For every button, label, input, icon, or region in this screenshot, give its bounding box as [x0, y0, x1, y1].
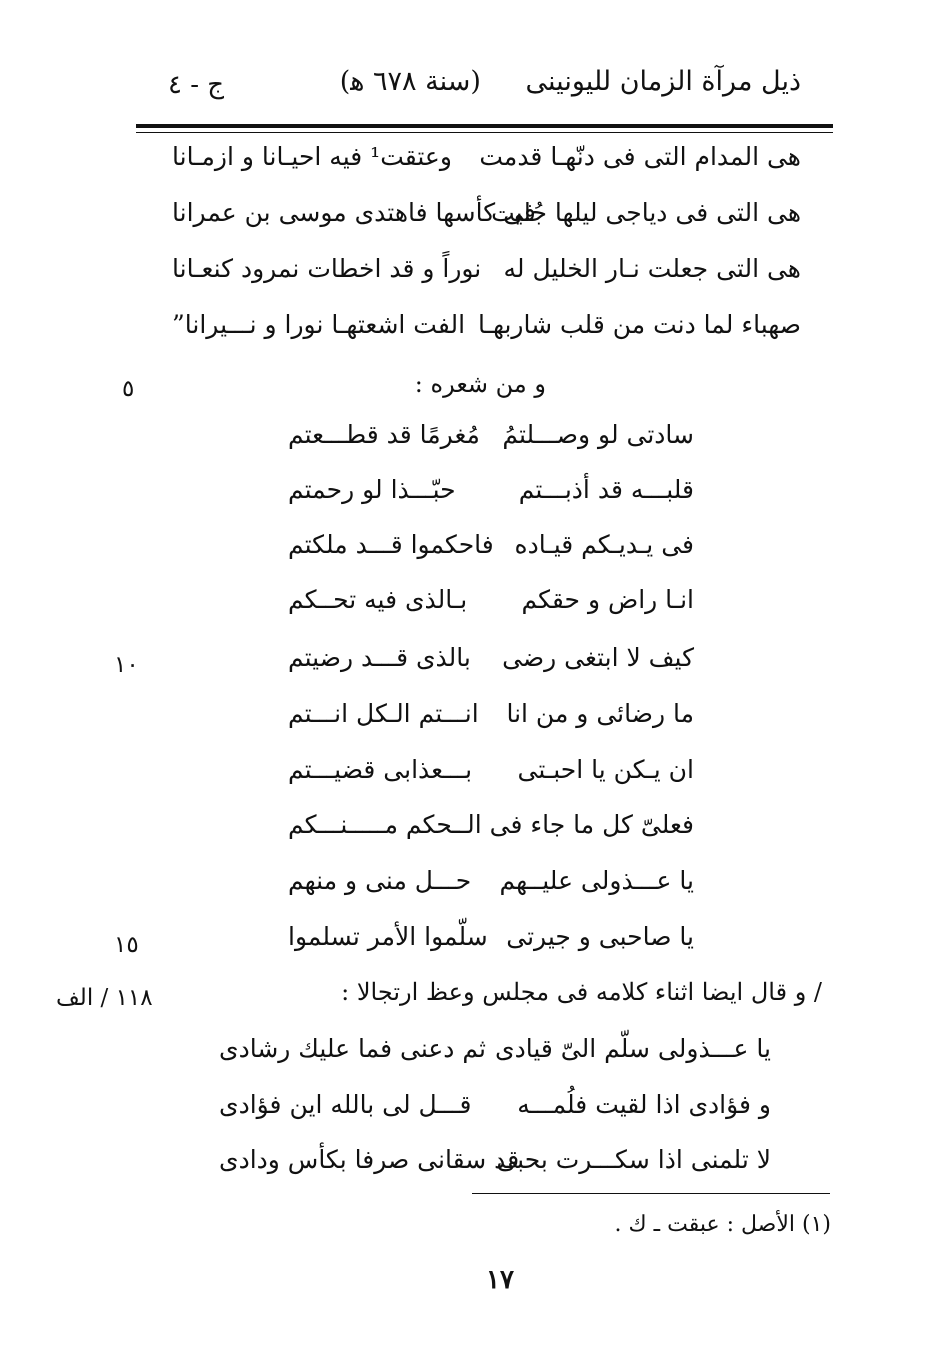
verse-second-hemistich: مُغرمًا قد قطـــعتم — [288, 420, 480, 449]
line-number: ١٠ — [114, 652, 139, 678]
verse-first-hemistich: يا صاحبى و جيرتى — [506, 922, 694, 951]
manuscript-folio-marker: ١١٨ / الف — [56, 985, 153, 1011]
verse-first-hemistich: هى التى جعلت نـار الخليل له — [503, 254, 801, 283]
poem-intro: و من شعره : — [414, 370, 546, 398]
verse-second-hemistich: بالذى قـــد رضيتم — [288, 643, 471, 672]
verse-second-hemistich: انـــتم الـكل انـــتم — [288, 699, 479, 728]
verse-second-hemistich: نوراً و قد اخطات نمرود كنعـانا — [172, 254, 482, 283]
verse-first-hemistich: انـا راض و حقكم — [521, 585, 694, 614]
verse-second-hemistich: حـــل منى و منهم — [288, 866, 472, 895]
verse-first-hemistich: سادتى لو وصـــلتمُ — [502, 420, 694, 449]
verse-first-hemistich: قلبـــه قد أذبـــتم — [518, 475, 694, 504]
verse-first-hemistich: هى المدام التى فى دنّهـا قدمت — [479, 142, 801, 171]
verse-first-hemistich: ما رضائى و من انا — [506, 699, 694, 728]
verse-second-hemistich: قـــل لى بالله اين فؤادى — [219, 1090, 472, 1119]
verse-first-hemistich: و فؤادى اذا لقيت فلُمـــه — [517, 1090, 771, 1119]
verse-second-hemistich: وعتقت¹ فيه احيـانا و ازمـانا — [172, 142, 452, 171]
verse-first-hemistich: يا عـــذولى سلّم الىّ قيادى — [495, 1034, 771, 1063]
verse-first-hemistich: فى يـديـكم قيـاده — [514, 530, 694, 559]
book-title: ذيل مرآة الزمان لليونينى — [525, 66, 801, 97]
verse-first-hemistich: فعلىّ كل ما جاء فى الــ — [452, 810, 694, 839]
line-number: ٥ — [122, 376, 135, 402]
footnote: (١) الأصل : عبقت ـ ك . — [614, 1212, 831, 1237]
verse-first-hemistich: لا تلمنى اذا سكـــرت بحبى — [496, 1145, 771, 1174]
verse-second-hemistich: سلّموا الأمر تسلموا — [288, 922, 488, 951]
verse-first-hemistich: هى التى فى دياجى ليلها جُليت — [491, 198, 801, 227]
footnote-rule — [472, 1193, 830, 1194]
running-title — [340, 66, 801, 97]
verse-first-hemistich: صهباء لما دنت من قلب شاربهـا — [478, 310, 801, 339]
verse-first-hemistich: يا عـــذولى عليــهم — [499, 866, 694, 895]
poem-intro: / و قال ايضا اثناء كلامه فى مجلس وعظ ارتجالا : — [341, 978, 822, 1006]
verse-first-hemistich: ان يـكن يا احبـتى — [517, 755, 694, 784]
page-number: ١٧ — [486, 1265, 514, 1295]
verse-second-hemistich: ثم دعنى فما عليك رشادى — [219, 1034, 486, 1063]
verse-second-hemistich: بـــعذابى قضيـــتم — [288, 755, 473, 784]
line-number: ١٥ — [114, 932, 139, 958]
header-rule-thin — [136, 132, 833, 133]
volume-number: ج - ٤ — [168, 70, 225, 100]
verse-first-hemistich: كيف لا ابتغى رضى — [502, 643, 694, 672]
header-rule — [136, 124, 833, 128]
verse-second-hemistich: فى كأسها فاهتدى موسى بن عمرانا — [172, 198, 536, 227]
verse-second-hemistich: حبّـــذا لو رحمتم — [288, 475, 456, 504]
verse-second-hemistich: الفت اشعتهـا نورا و نـــيرانا” — [172, 310, 466, 339]
header-year: (سنة ٦٧٨ ﻫ) — [339, 66, 481, 97]
verse-second-hemistich: بـالذى فيه تحــكم — [288, 585, 468, 614]
verse-second-hemistich: ـحكم مـــــنـــكم — [288, 810, 460, 839]
verse-second-hemistich: قد سقانى صرفا بكأس ودادى — [219, 1145, 520, 1174]
verse-second-hemistich: فاحكموا قـــد ملكتم — [288, 530, 494, 559]
